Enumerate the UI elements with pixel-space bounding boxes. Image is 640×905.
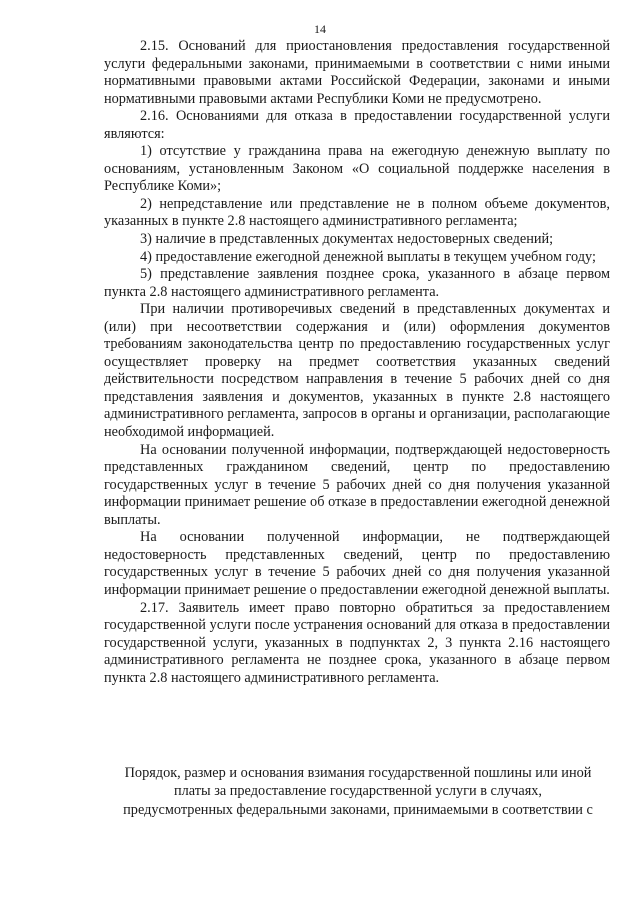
paragraph-contradictory-info: При наличии противоречивых сведений в представленных документах и (или) при несоответствии содержания и (или) оформления документов требованиям законодательства центр по предоставлению государственных услуг осуществляет проверку на предмет соответствия указанных сведений действительности посредством направления в течение 5 рабочих дней со дня представления заявления и документов, указанных в пункте 2.8 настоящего административного регламента, запросов в органы и организации, располагающие необходимой информацией. bbox=[104, 301, 610, 441]
paragraph-not-confirming-info: На основании полученной информации, не подтверждающей недостоверность представленных сведений, центр по предоставлению государственных услуг в течение 5 рабочих дней со дня получения указанной информации принимает решение о предоставлении ежегодной денежной выплаты. bbox=[104, 529, 610, 598]
list-item-3: 3) наличие в представленных документах недостоверных сведений; bbox=[140, 231, 554, 248]
list-item-4: 4) предоставление ежегодной денежной выплаты в текущем учебном году; bbox=[140, 248, 596, 265]
paragraph-2-16: 2.16. Основаниями для отказа в предоставлении государственной услуги являются: bbox=[104, 108, 610, 142]
heading-line: предусмотренных федеральными законами, принимаемыми в соответствии с bbox=[123, 801, 593, 818]
list-item-1: 1) отсутствие у гражданина права на ежегодную денежную выплату по основаниям, установленным Законом «О социальной поддержке населения в Республике Коми»; bbox=[104, 143, 610, 195]
heading-line: платы за предоставление государственной услуги в случаях, bbox=[174, 783, 542, 800]
section-heading bbox=[104, 764, 612, 819]
list-item-5: 5) представление заявления позднее срока, указанного в абзаце первом пункта 2.8 настоящего административного регламента. bbox=[104, 266, 610, 300]
document-body bbox=[104, 38, 610, 687]
page-number: 14 bbox=[314, 22, 326, 36]
list-item-2: 2) непредставление или представление не в полном объеме документов, указанных в пункте 2.8 настоящего административного регламента; bbox=[104, 195, 610, 230]
heading-line: Порядок, размер и основания взимания государственной пошлины или иной bbox=[124, 765, 592, 781]
paragraph-2-15: 2.15. Оснований для приостановления предоставления государственной услуги федеральными законами, принимаемыми в соответствии с ними иными нормативными правовыми актами Российской Федерации, законами и иными нормативными правовыми актами Республики Коми не предусмотрено. bbox=[104, 38, 610, 107]
paragraph-2-17: 2.17. Заявитель имеет право повторно обратиться за предоставлением государственной услуги после устранения оснований для отказа в предоставлении государственной услуги, указанных в подпунктах 2, 3 пункта 2.16 настоящего административного регламента не позднее срока, указанного в абзаце первом пункта 2.8 настоящего административного регламента. bbox=[104, 599, 610, 686]
paragraph-confirming-info: На основании полученной информации, подтверждающей недостоверность представленных гражданином сведений, центр по предоставлению государственных услуг в течение 5 рабочих дней со дня получения указанной информации принимает решение об отказе в предоставлении ежегодной денежной выплаты. bbox=[104, 441, 610, 528]
